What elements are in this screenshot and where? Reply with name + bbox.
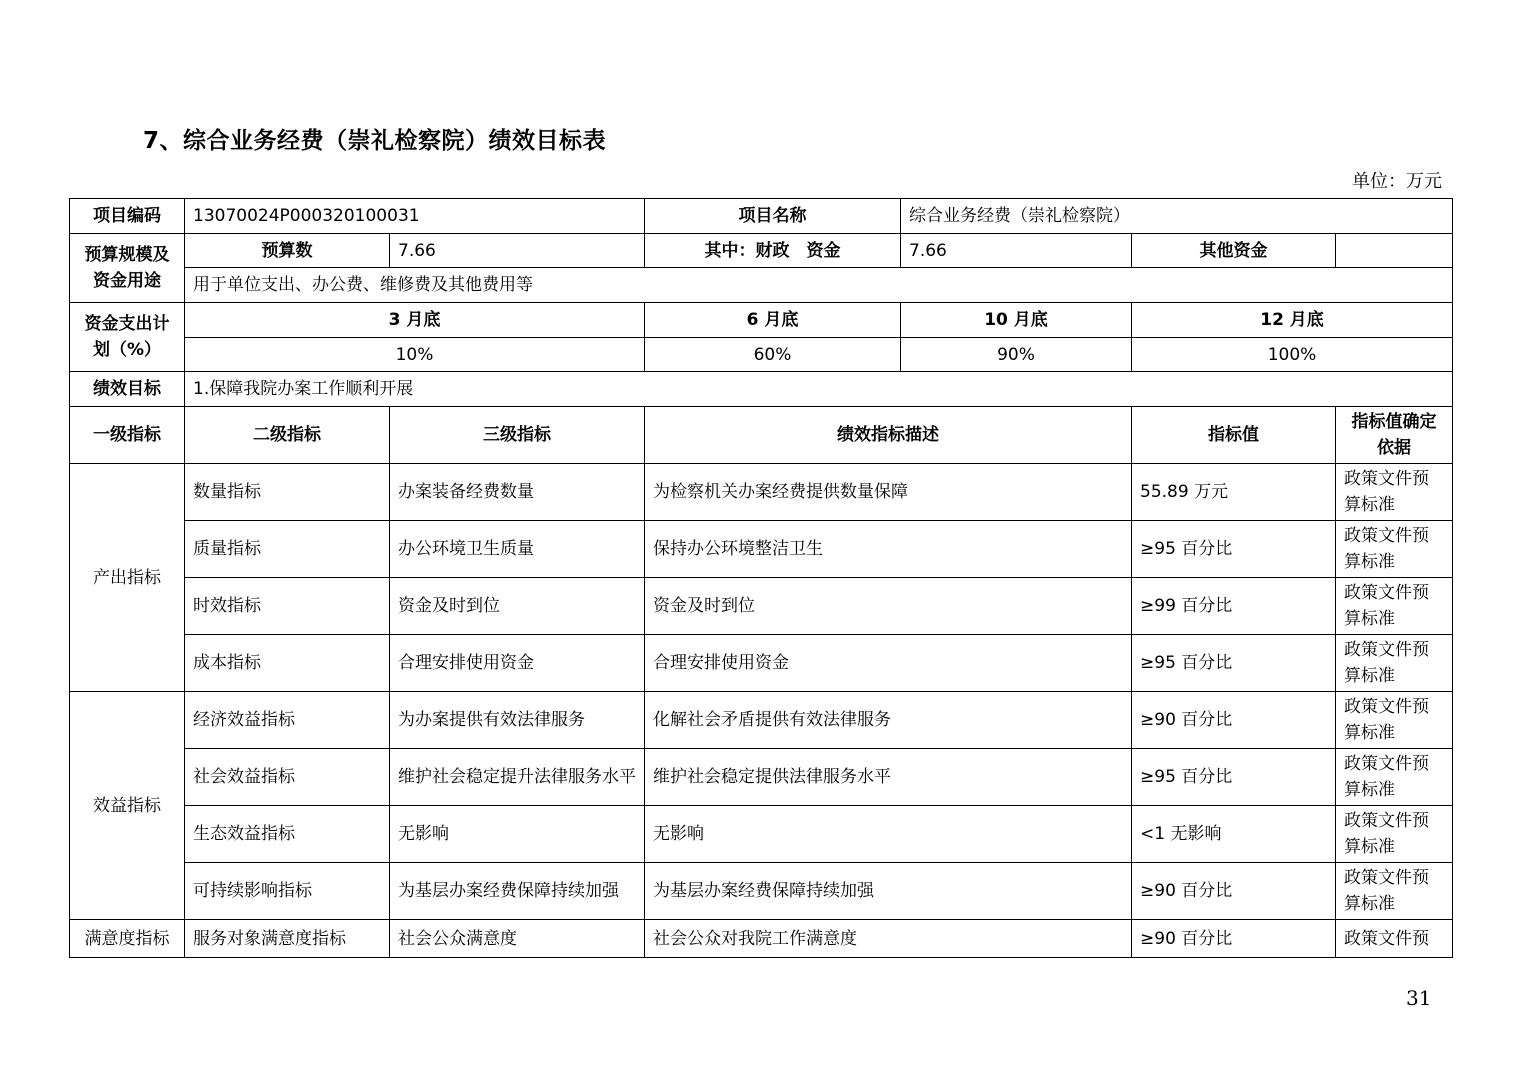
project-name: 综合业务经费（崇礼检察院） xyxy=(901,199,1453,234)
level3-cell: 资金及时到位 xyxy=(390,578,645,635)
table-row xyxy=(70,635,1453,692)
level1-cell: 效益指标 xyxy=(70,692,185,920)
budget-usage: 用于单位支出、办公费、维修费及其他费用等 xyxy=(185,268,1453,303)
budget-amount-label: 预算数 xyxy=(185,234,390,268)
value-cell: ≥95 百分比 xyxy=(1132,749,1336,806)
column-header: 三级指标 xyxy=(390,407,645,464)
level3-cell: 办案装备经费数量 xyxy=(390,464,645,521)
plan-value: 10% xyxy=(185,338,645,372)
level3-cell: 无影响 xyxy=(390,806,645,863)
level3-cell: 维护社会稳定提升法律服务水平 xyxy=(390,749,645,806)
basis-cell: 政策文件预算标准 xyxy=(1336,578,1453,635)
basis-cell: 政策文件预算标准 xyxy=(1336,863,1453,920)
desc-cell: 为检察机关办案经费提供数量保障 xyxy=(645,464,1132,521)
plan-header: 10 月底 xyxy=(901,303,1132,338)
level2-cell: 生态效益指标 xyxy=(185,806,390,863)
table-row xyxy=(70,692,1453,749)
level2-cell: 质量指标 xyxy=(185,521,390,578)
table-row xyxy=(70,521,1453,578)
desc-cell: 维护社会稳定提供法律服务水平 xyxy=(645,749,1132,806)
project-code: 13070024P000320100031 xyxy=(185,199,645,234)
basis-cell: 政策文件预 xyxy=(1336,920,1453,958)
column-header: 指标值 xyxy=(1132,407,1336,464)
budget-label: 预算规模及资金用途 xyxy=(70,234,185,303)
value-cell: ≥90 百分比 xyxy=(1132,863,1336,920)
plan-value: 100% xyxy=(1132,338,1453,372)
value-cell: ≥95 百分比 xyxy=(1132,521,1336,578)
level2-cell: 成本指标 xyxy=(185,635,390,692)
performance-table xyxy=(69,198,1453,958)
level3-cell: 办公环境卫生质量 xyxy=(390,521,645,578)
level2-cell: 数量指标 xyxy=(185,464,390,521)
desc-cell: 资金及时到位 xyxy=(645,578,1132,635)
budget-fiscal-label: 其中：财政 资金 xyxy=(645,234,901,268)
desc-cell: 社会公众对我院工作满意度 xyxy=(645,920,1132,958)
plan-value: 60% xyxy=(645,338,901,372)
columns-header-row xyxy=(70,407,1453,464)
level2-cell: 经济效益指标 xyxy=(185,692,390,749)
project-code-label: 项目编码 xyxy=(70,199,185,234)
value-cell: ≥99 百分比 xyxy=(1132,578,1336,635)
budget-other-label: 其他资金 xyxy=(1132,234,1336,268)
goal-row xyxy=(70,372,1453,407)
usage-row xyxy=(70,268,1453,303)
level2-cell: 可持续影响指标 xyxy=(185,863,390,920)
plan-value: 90% xyxy=(901,338,1132,372)
budget-amount: 7.66 xyxy=(390,234,645,268)
plan-label: 资金支出计划（%） xyxy=(70,303,185,372)
level3-cell: 为基层办案经费保障持续加强 xyxy=(390,863,645,920)
budget-other xyxy=(1336,234,1453,268)
value-cell: 55.89 万元 xyxy=(1132,464,1336,521)
goal-text: 1.保障我院办案工作顺利开展 xyxy=(185,372,1453,407)
project-name-label: 项目名称 xyxy=(645,199,901,234)
basis-cell: 政策文件预算标准 xyxy=(1336,464,1453,521)
level3-cell: 合理安排使用资金 xyxy=(390,635,645,692)
value-cell: <1 无影响 xyxy=(1132,806,1336,863)
value-cell: ≥90 百分比 xyxy=(1132,920,1336,958)
basis-cell: 政策文件预算标准 xyxy=(1336,692,1453,749)
plan-header: 6 月底 xyxy=(645,303,901,338)
table-row xyxy=(70,920,1453,958)
desc-cell: 保持办公环境整洁卫生 xyxy=(645,521,1132,578)
level1-cell: 产出指标 xyxy=(70,464,185,692)
table-row xyxy=(70,806,1453,863)
desc-cell: 无影响 xyxy=(645,806,1132,863)
plan-header: 3 月底 xyxy=(185,303,645,338)
level2-cell: 服务对象满意度指标 xyxy=(185,920,390,958)
column-header: 绩效指标描述 xyxy=(645,407,1132,464)
plan-header: 12 月底 xyxy=(1132,303,1453,338)
unit-label: 单位：万元 xyxy=(1352,171,1442,192)
budget-fiscal: 7.66 xyxy=(901,234,1132,268)
column-header: 一级指标 xyxy=(70,407,185,464)
table-row xyxy=(70,578,1453,635)
column-header: 指标值确定依据 xyxy=(1336,407,1453,464)
basis-cell: 政策文件预算标准 xyxy=(1336,521,1453,578)
plan-header-row xyxy=(70,303,1453,338)
level2-cell: 时效指标 xyxy=(185,578,390,635)
basis-cell: 政策文件预算标准 xyxy=(1336,635,1453,692)
page-number: 31 xyxy=(1406,986,1432,1010)
level2-cell: 社会效益指标 xyxy=(185,749,390,806)
desc-cell: 化解社会矛盾提供有效法律服务 xyxy=(645,692,1132,749)
table-row xyxy=(70,863,1453,920)
level3-cell: 为办案提供有效法律服务 xyxy=(390,692,645,749)
budget-row xyxy=(70,234,1453,268)
column-header: 二级指标 xyxy=(185,407,390,464)
desc-cell: 为基层办案经费保障持续加强 xyxy=(645,863,1132,920)
desc-cell: 合理安排使用资金 xyxy=(645,635,1132,692)
basis-cell: 政策文件预算标准 xyxy=(1336,806,1453,863)
plan-value-row xyxy=(70,338,1453,372)
table-row xyxy=(70,464,1453,521)
level3-cell: 社会公众满意度 xyxy=(390,920,645,958)
page-title: 7、综合业务经费（崇礼检察院）绩效目标表 xyxy=(143,128,607,154)
value-cell: ≥95 百分比 xyxy=(1132,635,1336,692)
goal-label: 绩效目标 xyxy=(70,372,185,407)
project-row xyxy=(70,199,1453,234)
basis-cell: 政策文件预算标准 xyxy=(1336,749,1453,806)
table-row xyxy=(70,749,1453,806)
level1-cell: 满意度指标 xyxy=(70,920,185,958)
value-cell: ≥90 百分比 xyxy=(1132,692,1336,749)
